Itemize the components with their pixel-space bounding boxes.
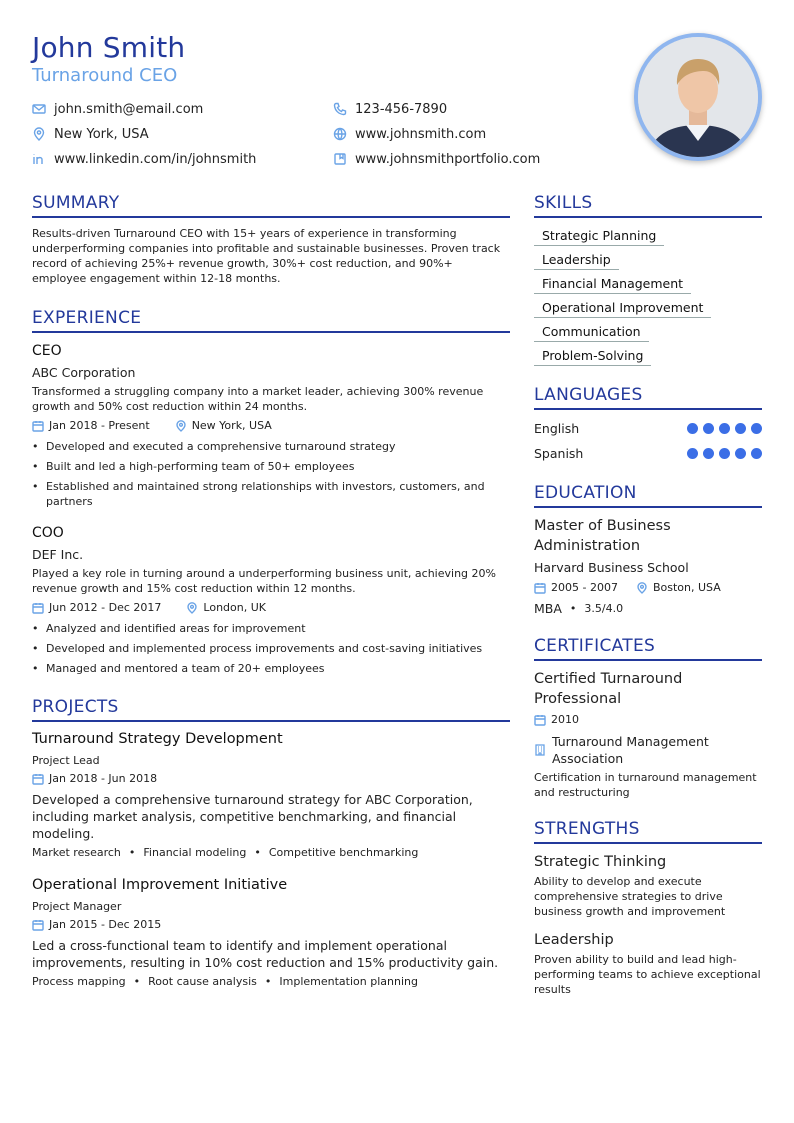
- profile-photo: [634, 33, 762, 161]
- skill-tag: Operational Improvement: [534, 298, 711, 318]
- calendar-icon: [534, 714, 546, 726]
- level-dot: [719, 448, 730, 459]
- contact-website[interactable]: [333, 125, 486, 143]
- skills-list: [534, 226, 762, 370]
- experience-bullets: [32, 621, 510, 676]
- location-pin-icon: [32, 127, 46, 141]
- language-row: [534, 416, 762, 441]
- experience-location: New York, USA: [191, 419, 272, 432]
- experience-meta: [32, 601, 510, 615]
- tag: Competitive benchmarking: [268, 846, 419, 859]
- education-degree: Master of Business Administration: [534, 518, 671, 554]
- project-meta: [32, 772, 510, 786]
- skill-tag: Communication: [534, 322, 649, 342]
- globe-icon: [333, 127, 347, 141]
- strength-title: Leadership: [534, 932, 614, 948]
- education-gpa: MBA • 3.5/4.0: [534, 601, 624, 616]
- language-level: [687, 448, 762, 459]
- education-school: Harvard Business School: [534, 560, 689, 575]
- languages-heading: LANGUAGES: [534, 384, 762, 410]
- right-column: [534, 192, 762, 997]
- calendar-icon: [32, 919, 44, 931]
- level-dot: [687, 423, 698, 434]
- skill-tag: Leadership: [534, 250, 619, 270]
- certificate-title: Certified Turnaround Professional: [534, 671, 683, 707]
- experience-role: COO: [32, 525, 64, 541]
- linkedin-text: www.linkedin.com/in/johnsmith: [54, 151, 257, 167]
- project-description: Developed a comprehensive turnaround strategy for ABC Corporation, including market analysis, competitive benchmarking, and financial modeling.: [32, 792, 473, 841]
- contact-email[interactable]: [32, 100, 203, 118]
- certificate-description: Certification in turnaround management and restructuring: [534, 771, 757, 799]
- skill-tag: Strategic Planning: [534, 226, 664, 246]
- location-pin-icon: [186, 602, 198, 614]
- strength-description: Ability to develop and execute comprehensive strategies to drive business growth and improvement: [534, 875, 726, 918]
- education-location: Boston, USA: [652, 581, 721, 594]
- education-meta: [534, 581, 762, 595]
- experience-item: [32, 342, 510, 509]
- strength-title: Strategic Thinking: [534, 854, 667, 870]
- project-meta: [32, 918, 510, 932]
- project-item: [32, 876, 510, 989]
- institution-icon: [534, 744, 546, 756]
- portfolio-text: www.johnsmithportfolio.com: [355, 151, 541, 167]
- candidate-name: John Smith: [32, 31, 186, 64]
- location-text: New York, USA: [54, 126, 149, 142]
- skill-tag: Problem-Solving: [534, 346, 651, 366]
- certificate-meta: [534, 713, 762, 727]
- gpa-label: MBA: [534, 601, 562, 616]
- candidate-title: Turnaround CEO: [32, 65, 178, 86]
- experience-heading: EXPERIENCE: [32, 307, 510, 333]
- experience-meta: [32, 419, 510, 433]
- list-item: • Built and led a high-performing team of 50+ employees: [32, 459, 510, 474]
- certificates-heading: CERTIFICATES: [534, 635, 762, 661]
- tag: Process mapping: [32, 975, 126, 988]
- skills-heading: SKILLS: [534, 192, 762, 218]
- language-name: English: [534, 421, 580, 436]
- language-name: Spanish: [534, 446, 584, 461]
- education-heading: EDUCATION: [534, 482, 762, 508]
- list-item: • Developed and executed a comprehensive turnaround strategy: [32, 439, 510, 454]
- location-pin-icon: [175, 420, 187, 432]
- summary-text: Results-driven Turnaround CEO with 15+ years of experience in transforming underperforming companies into profitable and sustainable businesses. Proven track record of achieving 25%+ revenue growth, 30%+ cost reduction, and 90%+ employee engagement within 12-18 months.: [32, 227, 501, 285]
- languages-list: [534, 416, 762, 466]
- level-dot: [751, 423, 762, 434]
- project-dates: Jan 2018 - Jun 2018: [49, 772, 158, 785]
- project-title: Turnaround Strategy Development: [32, 731, 283, 747]
- level-dot: [751, 448, 762, 459]
- experience-dates: Jan 2018 - Present: [49, 419, 150, 432]
- experience-item: [32, 524, 510, 676]
- project-role: Project Lead: [32, 754, 100, 767]
- level-dot: [703, 423, 714, 434]
- certificate-year: 2010: [551, 713, 579, 726]
- calendar-icon: [32, 773, 44, 785]
- linkedin-icon: [32, 152, 46, 166]
- website-text: www.johnsmith.com: [355, 126, 487, 142]
- contact-portfolio[interactable]: [333, 150, 540, 168]
- tag: Implementation planning: [279, 975, 418, 988]
- certificate-item: [534, 669, 762, 800]
- experience-company: DEF Inc.: [32, 547, 84, 562]
- experience-location: London, UK: [203, 601, 267, 614]
- project-dates: Jan 2015 - Dec 2015: [49, 918, 162, 931]
- gpa-value: 3.5/4.0: [584, 602, 624, 615]
- experience-company: ABC Corporation: [32, 365, 136, 380]
- list-item: • Developed and implemented process improvements and cost-saving initiatives: [32, 641, 510, 656]
- skill-tag: Financial Management: [534, 274, 691, 294]
- project-item: [32, 730, 510, 860]
- contact-linkedin[interactable]: [32, 150, 256, 168]
- education-item: [534, 516, 762, 616]
- calendar-icon: [534, 582, 546, 594]
- project-description: Led a cross-functional team to identify and implement operational improvements, resulting in 10% cost reduction and 15% productivity gain.: [32, 938, 499, 970]
- tag: Market research: [32, 846, 121, 859]
- level-dot: [735, 423, 746, 434]
- location-pin-icon: [636, 582, 648, 594]
- strength-description: Proven ability to build and lead high-performing teams to achieve exceptional results: [534, 953, 761, 996]
- tag: Financial modeling: [143, 846, 247, 859]
- summary-heading: SUMMARY: [32, 192, 510, 218]
- tag: Root cause analysis: [148, 975, 257, 988]
- avatar: [638, 37, 758, 157]
- strength-item: [534, 930, 762, 997]
- project-tags: Market research • Financial modeling • Competitive benchmarking: [32, 846, 419, 859]
- project-title: Operational Improvement Initiative: [32, 877, 288, 893]
- strength-item: [534, 852, 762, 919]
- level-dot: [687, 448, 698, 459]
- experience-description: Played a key role in turning around a underperforming business unit, achieving 20% revenue growth and 15% cost reduction within 12 months.: [32, 567, 496, 595]
- certificate-issuer: Turnaround Management Association: [552, 734, 709, 766]
- language-row: [534, 441, 762, 466]
- email-icon: [32, 102, 46, 116]
- level-dot: [719, 423, 730, 434]
- project-role: Project Manager: [32, 900, 122, 913]
- experience-role: CEO: [32, 343, 62, 359]
- list-item: • Established and maintained strong relationships with investors, customers, and partners: [32, 479, 510, 509]
- education-dates: 2005 - 2007: [551, 581, 618, 594]
- list-item: • Analyzed and identified areas for improvement: [32, 621, 510, 636]
- calendar-icon: [32, 602, 44, 614]
- email-text: john.smith@email.com: [54, 101, 204, 117]
- projects-heading: PROJECTS: [32, 696, 510, 722]
- certificate-issuer-row: [534, 733, 762, 767]
- list-item: • Managed and mentored a team of 20+ employees: [32, 661, 510, 676]
- contact-phone[interactable]: [333, 100, 447, 118]
- left-column: [32, 192, 510, 989]
- experience-bullets: [32, 439, 510, 509]
- portfolio-icon: [333, 152, 347, 166]
- level-dot: [703, 448, 714, 459]
- language-level: [687, 423, 762, 434]
- contact-location: [32, 125, 149, 143]
- strengths-heading: STRENGTHS: [534, 818, 762, 844]
- project-tags: Process mapping • Root cause analysis • Implementation planning: [32, 975, 418, 988]
- experience-description: Transformed a struggling company into a market leader, achieving 300% revenue growth and 50% cost reduction within 24 months.: [32, 385, 484, 413]
- phone-text: 123-456-7890: [355, 101, 448, 117]
- phone-icon: [333, 102, 347, 116]
- level-dot: [735, 448, 746, 459]
- experience-dates: Jun 2012 - Dec 2017: [49, 601, 162, 614]
- calendar-icon: [32, 420, 44, 432]
